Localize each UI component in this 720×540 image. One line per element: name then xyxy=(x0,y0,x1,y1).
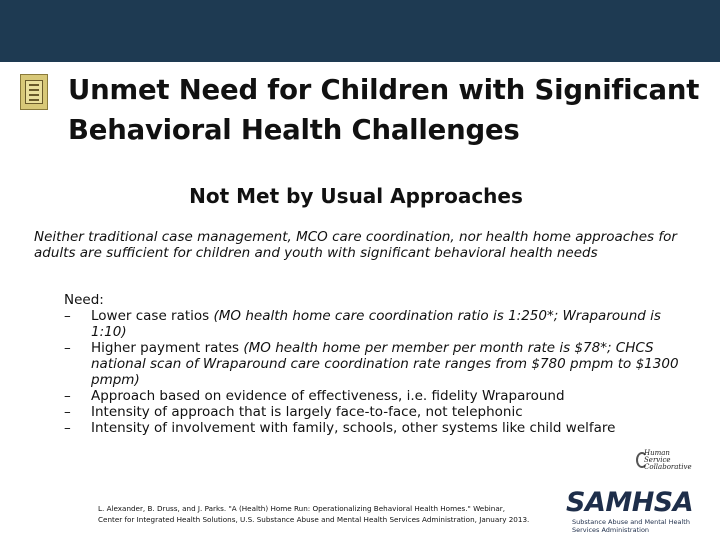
need-bullet-item xyxy=(64,308,694,340)
title-line-2: Behavioral Health Challenges xyxy=(68,114,520,146)
bullet-detail-text: (MO health home per member per month rate is $78*; CHCS national scan of Wraparound care coordination rate ranges from $780 pmpm to $1300 pmpm) xyxy=(91,340,679,388)
need-label: Need: xyxy=(64,292,104,308)
slide-title xyxy=(68,70,708,150)
bullet-main-text: Approach based on evidence of effectiveness, i.e. fidelity Wraparound xyxy=(91,388,565,404)
citation-line-1: L. Alexander, B. Druss, and J. Parks. "A (Health) Home Run: Operationalizing Behavioral Health Homes." Webinar, xyxy=(98,504,505,513)
citation xyxy=(98,503,558,525)
bullet-dash: – xyxy=(64,388,71,404)
bullet-main-text: Intensity of approach that is largely face-to-face, not telephonic xyxy=(91,404,523,420)
bullet-detail-text: (MO health home care coordination ratio is 1:250*; Wraparound is 1:10) xyxy=(91,308,661,340)
samhsa-wordmark: SAMHSA xyxy=(566,487,694,518)
top-header-band xyxy=(0,0,720,62)
bullet-main-text: Intensity of involvement with family, schools, other systems like child welfare xyxy=(91,420,616,436)
samhsa-logo xyxy=(566,488,716,534)
bullet-dash: – xyxy=(64,420,71,436)
need-bullet-list xyxy=(64,308,694,436)
need-bullet-item xyxy=(64,340,694,388)
samhsa-subtitle: Substance Abuse and Mental Health Services Administration xyxy=(572,518,690,534)
bullet-main-text: Higher payment rates xyxy=(91,340,244,356)
human-service-collaborative-logo: Human Service Collaborative xyxy=(636,450,716,472)
document-thumbnail-icon xyxy=(20,74,48,110)
intro-paragraph: Neither traditional case management, MCO care coordination, nor health home approaches for adults are sufficient for children and youth with significant behavioral health needs xyxy=(34,229,677,261)
citation-line-2: Center for Integrated Health Solutions, U.S. Substance Abuse and Mental Health Services Administration, January 2013. xyxy=(98,515,530,524)
bullet-dash: – xyxy=(64,404,71,420)
bullet-dash: – xyxy=(64,308,71,324)
bullet-dash: – xyxy=(64,340,71,356)
title-line-1: Unmet Need for Children with Significant xyxy=(68,74,700,106)
need-bullet-item xyxy=(64,404,694,420)
need-bullet-item xyxy=(64,388,694,404)
bullet-main-text: Lower case ratios xyxy=(91,308,214,324)
need-bullet-item xyxy=(64,420,694,436)
need-section xyxy=(64,292,694,436)
slide-subtitle: Not Met by Usual Approaches xyxy=(189,184,523,208)
